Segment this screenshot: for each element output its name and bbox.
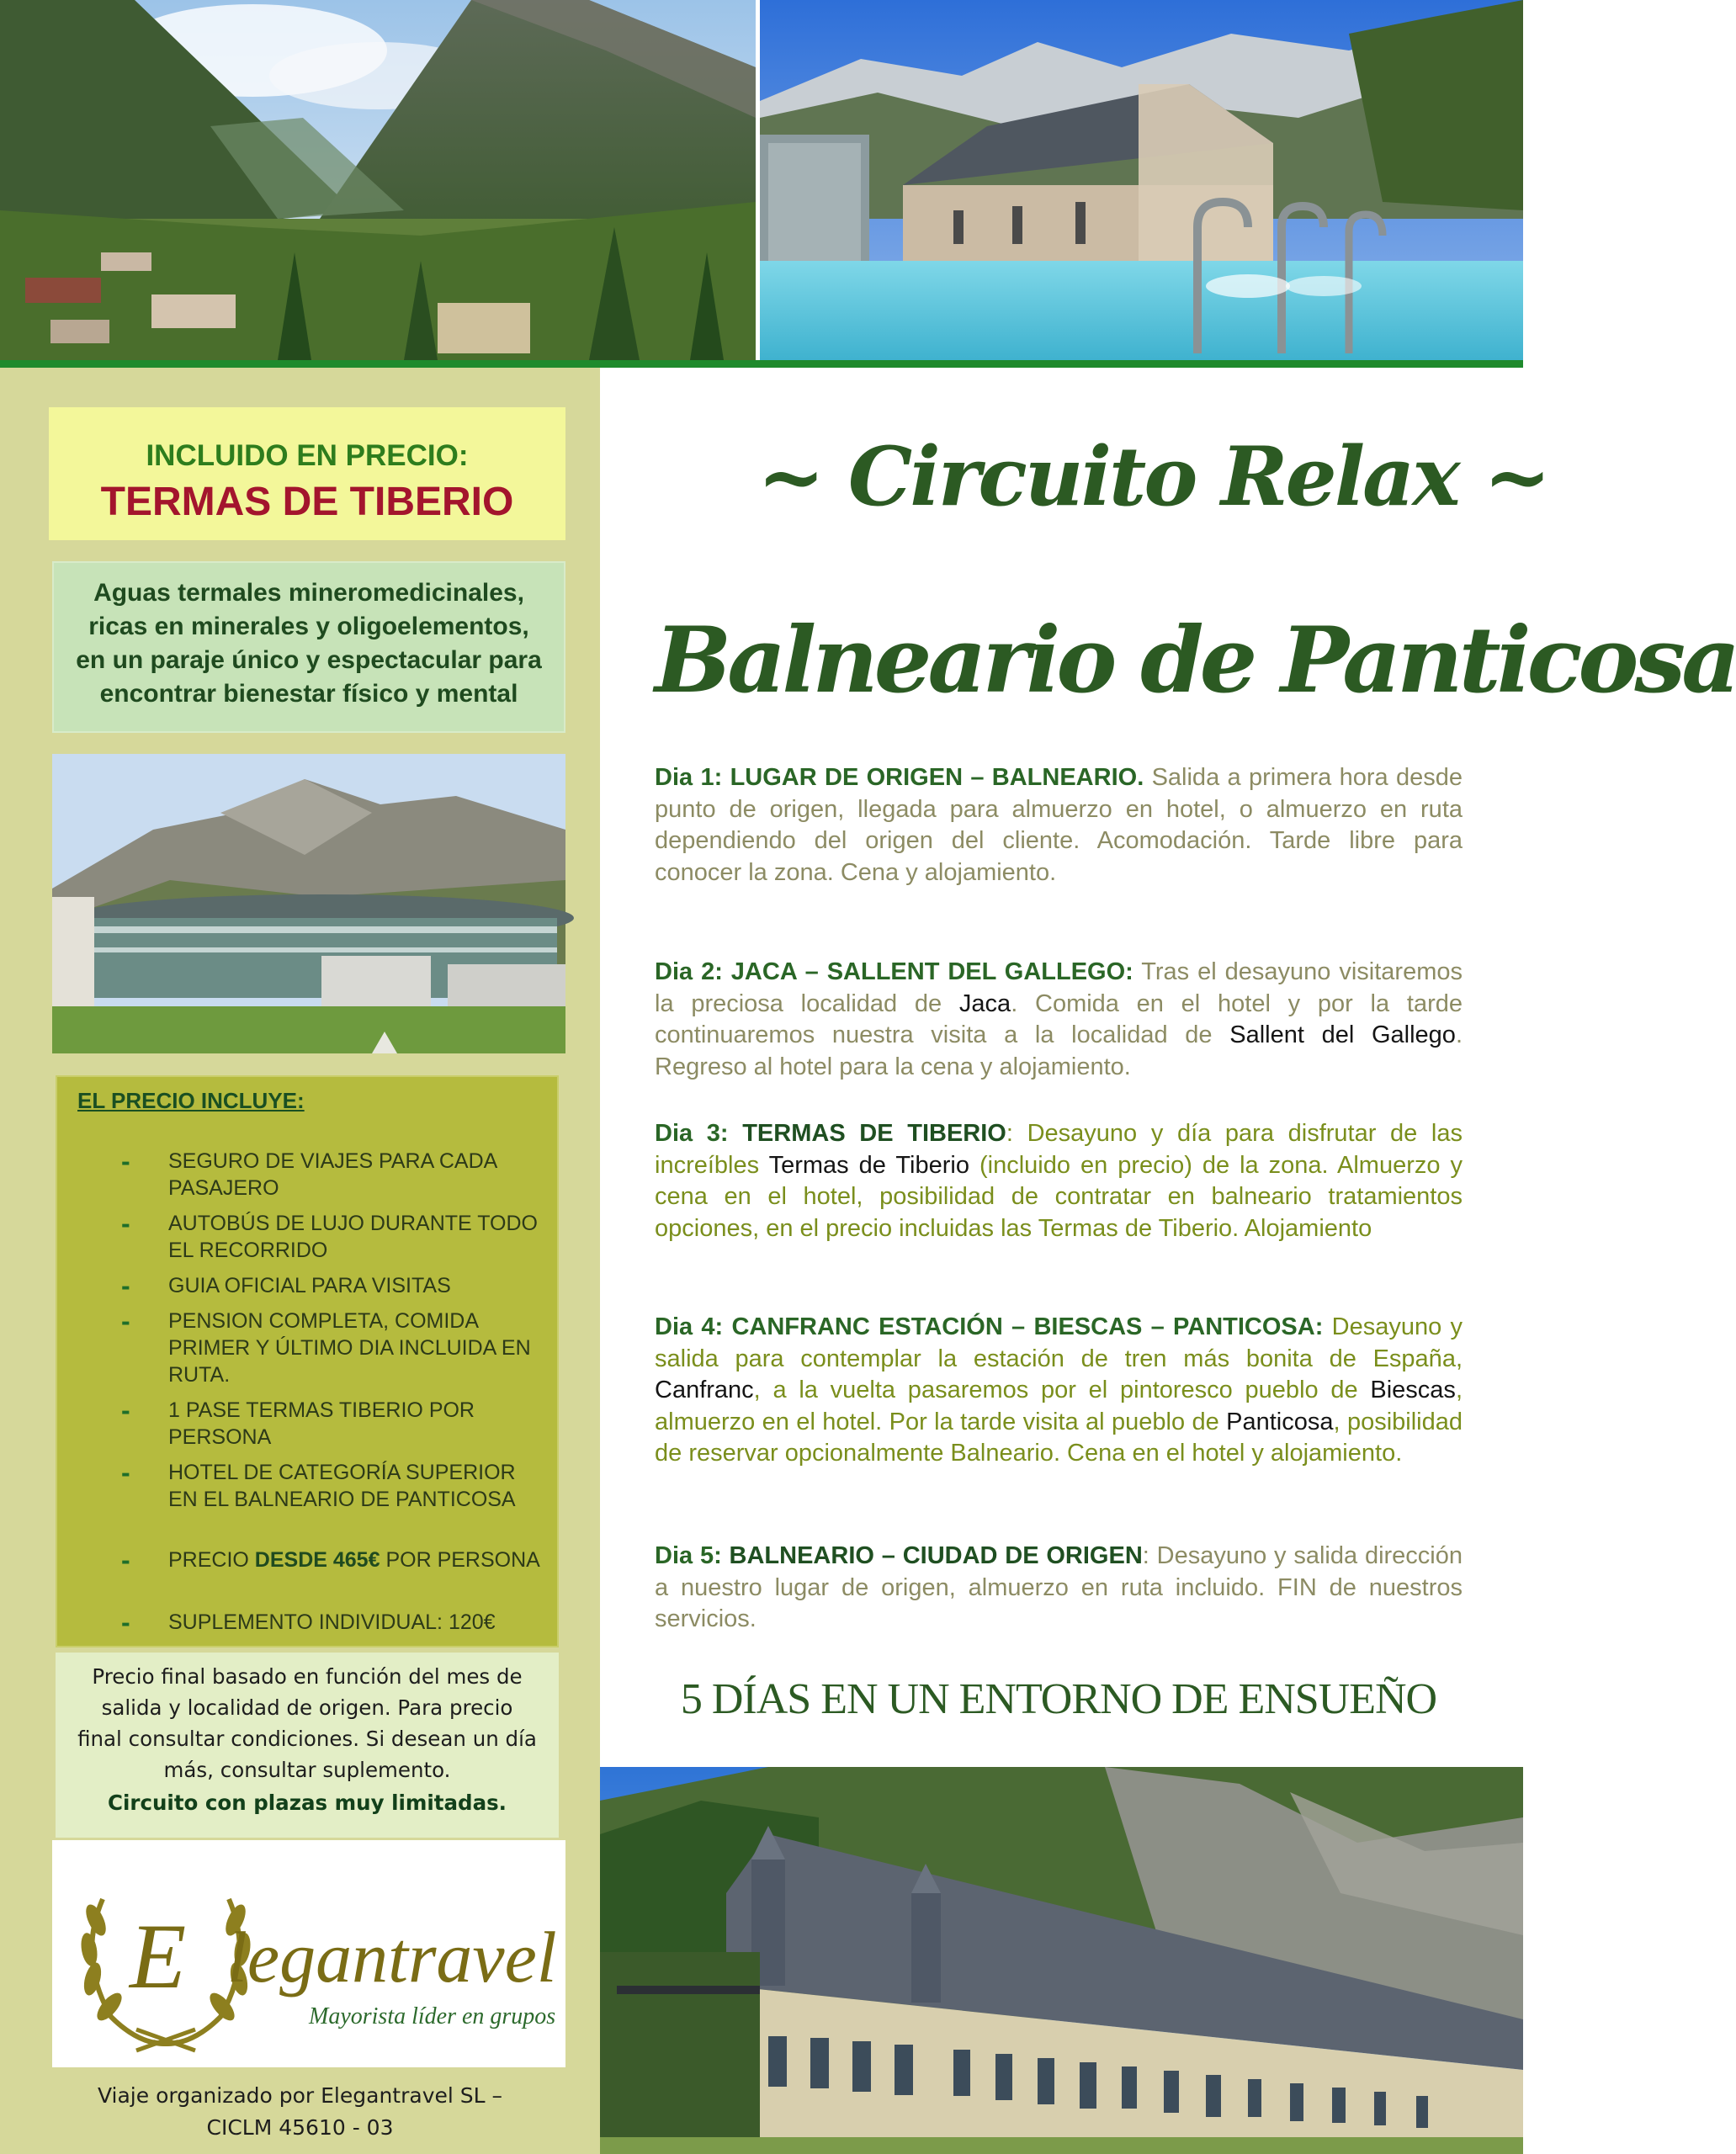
day-text: , a la vuelta pasaremos por el pintoresco pueblo de xyxy=(753,1377,1371,1403)
price-includes-title: EL PRECIO INCLUYE: xyxy=(77,1088,305,1113)
itinerary-day-1 xyxy=(655,762,1463,889)
photo-spa-pool-building xyxy=(760,0,1523,360)
page-title-line-2: Balneario de Panticosa xyxy=(655,607,1736,714)
list-bullet: - xyxy=(121,1271,130,1301)
waters-line: encontrar bienestar físico y mental xyxy=(99,680,518,708)
sidebar xyxy=(0,368,600,2154)
included-title: INCLUIDO EN PRECIO: xyxy=(146,439,469,472)
day-heading: BALNEARIO – CIUDAD DE ORIGEN xyxy=(729,1542,1143,1569)
price-note-line: más, consultar suplemento. xyxy=(163,1758,451,1782)
day-heading: Dia 2: JACA – SALLENT DEL GALLEGO: xyxy=(655,958,1133,985)
list-bullet: - xyxy=(121,1146,130,1176)
place-name: Panticosa xyxy=(1226,1408,1334,1435)
day-text: Salida a primera hora desde punto de origen, llegada para almuerzo en hotel, o almuerzo en ruta dependiendo del origen del cliente. Acomodación. Tarde libre para conocer la zona. Cena y alojamiento. xyxy=(655,764,1463,886)
organizer-line: Viaje organizado por Elegantravel SL – xyxy=(97,2083,503,2108)
day-text: , almuerzo en el hotel. Por la tarde visita al pueblo de xyxy=(655,1377,1463,1435)
day-heading: Dia 4: CANFRANC ESTACIÓN – BIESCAS – PANTICOSA: xyxy=(655,1313,1324,1340)
logo-tagline: Mayorista líder en grupos xyxy=(309,2003,556,2029)
waters-line: en un paraje único y espectacular para xyxy=(76,646,542,674)
day-heading: TERMAS DE TIBERIO xyxy=(742,1120,1006,1147)
day-text: Tras el desayuno visitaremos la preciosa localidad de xyxy=(655,958,1463,1017)
place-name: Sallent del Gallego xyxy=(1229,1021,1456,1048)
itinerary-day-3 xyxy=(655,1118,1463,1244)
organizer-info xyxy=(0,2080,600,2144)
day-heading-number: Dia 3: xyxy=(655,1120,743,1147)
photo-spa-modern-building xyxy=(52,754,565,1053)
itinerary-day-5 xyxy=(655,1541,1463,1636)
place-name: Biescas xyxy=(1370,1377,1456,1403)
organizer-line: CICLM 45610 - 03 xyxy=(206,2115,394,2140)
price-suffix: POR PERSONA xyxy=(380,1548,540,1572)
day-text: : Desayuno y día para disfrutar de las increíbles xyxy=(655,1120,1463,1179)
day-text: , posibilidad de reservar opcionalmente Balneario. Cena en el hotel y alojamiento. xyxy=(655,1408,1463,1467)
included-in-price-box xyxy=(49,407,565,540)
day-text: . Comida en el hotel y por la tarde continuaremos nuestra visita a la localidad de xyxy=(655,989,1463,1048)
day-text: (incluido en precio) de la zona. Almuerzo y cena en el hotel, posibilidad de contratar en balneario tratamientos opciones, en el precio incluidas las Termas de Tiberio. Alojamiento xyxy=(655,1151,1463,1242)
photo-canfranc-station xyxy=(600,1767,1523,2154)
waters-line: ricas en minerales y oligoelementos, xyxy=(88,613,529,640)
list-bullet: - xyxy=(121,1607,130,1637)
logo-letter: E xyxy=(130,1905,187,2008)
day-text: : Desayuno y salida dirección a nuestro lugar de origen, almuerzo en ruta incluido. FIN de nuestros servicios. xyxy=(655,1542,1463,1632)
price-note-line: final consultar condiciones. Si desean un día xyxy=(77,1727,537,1751)
itinerary-day-2 xyxy=(655,957,1463,1083)
list-item-text: GUIA OFICIAL PARA VISITAS xyxy=(168,1274,451,1297)
day-heading-number: Dia 5: xyxy=(655,1542,730,1569)
elegantravel-logo xyxy=(52,1840,565,2067)
list-bullet: - xyxy=(121,1306,130,1336)
day-heading: Dia 1: LUGAR DE ORIGEN – BALNEARIO xyxy=(655,764,1138,791)
list-item-text: SUPLEMENTO INDIVIDUAL: 120€ xyxy=(168,1610,496,1634)
limited-places-note: Circuito con plazas muy limitadas. xyxy=(108,1791,507,1815)
price-prefix: PRECIO xyxy=(168,1548,255,1572)
page-title-line-1: ~ Circuito Relax ~ xyxy=(757,429,1549,524)
list-item-text: HOTEL DE CATEGORÍA SUPERIOR EN EL BALNEARIO DE PANTICOSA xyxy=(168,1461,516,1511)
list-item-text: AUTOBÚS DE LUJO DURANTE TODO EL RECORRIDO xyxy=(168,1212,538,1262)
place-name: Canfranc xyxy=(655,1377,754,1403)
list-item-text: 1 PASE TERMAS TIBERIO POR PERSONA xyxy=(168,1398,475,1449)
day-text: . Regreso al hotel para la cena y alojamiento. xyxy=(655,1021,1463,1080)
list-bullet: - xyxy=(121,1457,130,1488)
price-note xyxy=(56,1653,559,1838)
price-note-line: Precio final basado en función del mes de xyxy=(92,1664,523,1689)
thermal-waters-description xyxy=(52,561,565,733)
itinerary-day-4 xyxy=(655,1312,1463,1470)
tagline: 5 DÍAS EN UN ENTORNO DE ENSUEÑO xyxy=(680,1675,1437,1723)
day-text: Desayuno y salida para contemplar la estación de tren más bonita de España, xyxy=(655,1313,1463,1372)
list-bullet: - xyxy=(121,1545,130,1575)
list-item-text xyxy=(168,1547,547,1573)
logo-name: legantravel xyxy=(227,1917,557,1997)
list-bullet: - xyxy=(121,1395,130,1425)
included-name: TERMAS DE TIBERIO xyxy=(100,480,514,524)
day-heading-dot: . xyxy=(1137,764,1144,791)
list-bullet: - xyxy=(121,1208,130,1239)
place-name: Termas de Tiberio xyxy=(768,1151,969,1179)
place-name: Jaca xyxy=(958,989,1011,1017)
green-divider xyxy=(0,360,1523,368)
list-item-text: SEGURO DE VIAJES PARA CADA PASAJERO xyxy=(168,1149,496,1200)
price-value: DESDE 465€ xyxy=(254,1548,380,1572)
price-includes-box xyxy=(56,1075,559,1647)
photo-mountain-valley-lake xyxy=(0,0,756,360)
list-item-text: PENSION COMPLETA, COMIDA PRIMER Y ÚLTIMO DIA INCLUIDA EN RUTA. xyxy=(168,1309,531,1387)
price-note-line: salida y localidad de origen. Para precio xyxy=(101,1695,513,1720)
waters-line: Aguas termales mineromedicinales, xyxy=(93,579,524,607)
